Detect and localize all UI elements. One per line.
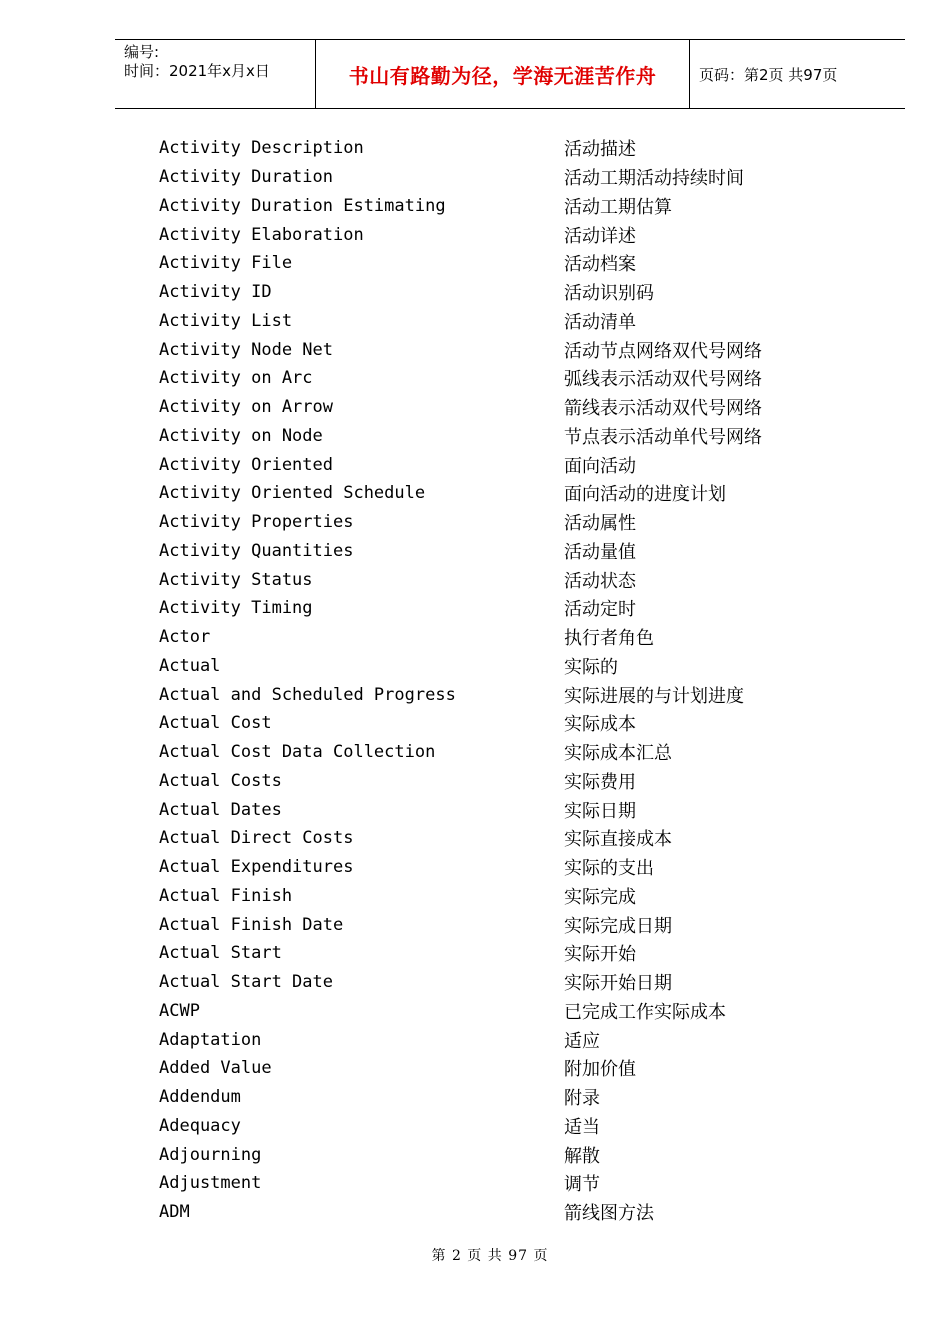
term-english: Actual Direct Costs [159,828,354,849]
glossary-row [159,479,799,508]
header-page-info: 页码：第2页 共97页 [699,65,838,84]
term-chinese: 实际进展的与计划进度 [564,685,744,707]
term-english: Actual [159,655,221,676]
term-english: Actual Cost [159,713,272,734]
glossary-row [159,278,799,307]
glossary-row [159,508,799,537]
term-chinese: 附加价值 [564,1059,636,1081]
term-chinese: 实际开始 [564,944,636,966]
glossary-row [159,652,799,681]
term-chinese: 活动状态 [564,570,636,592]
glossary-row [159,738,799,767]
term-english: Activity Oriented [159,454,333,475]
term-english: Activity Elaboration [159,224,364,245]
glossary-row [159,795,799,824]
glossary-list [159,134,799,1227]
term-english: ACWP [159,1000,200,1021]
term-english: Activity Timing [159,598,313,619]
term-english: Actual and Scheduled Progress [159,684,456,705]
term-english: Activity on Node [159,425,323,446]
glossary-row [159,307,799,336]
page-footer: 第 2 页 共 97 页 [431,1248,549,1264]
header-meta-cell [115,40,316,108]
glossary-row [159,537,799,566]
term-english: Adaptation [159,1029,262,1050]
glossary-row [159,1054,799,1083]
glossary-row [159,134,799,163]
term-chinese: 实际的 [564,656,618,678]
term-chinese: 弧线表示活动双代号网络 [564,369,762,391]
term-english: Adequacy [159,1115,241,1136]
term-english: Actual Cost Data Collection [159,742,436,763]
term-english: Activity ID [159,282,272,303]
term-english: Actual Finish Date [159,914,344,935]
glossary-row [159,422,799,451]
glossary-row [159,939,799,968]
term-english: Adjustment [159,1173,262,1194]
term-english: Activity Duration Estimating [159,195,446,216]
term-english: Added Value [159,1058,272,1079]
term-english: Activity on Arrow [159,397,333,418]
term-chinese: 活动详述 [564,225,636,247]
glossary-row [159,824,799,853]
term-chinese: 实际费用 [564,771,636,793]
term-chinese: 活动档案 [564,254,636,276]
term-chinese: 执行者角色 [564,628,654,650]
glossary-row [159,249,799,278]
term-english: Actual Finish [159,885,293,906]
term-english: Addendum [159,1087,241,1108]
term-chinese: 已完成工作实际成本 [564,1001,726,1023]
document-number-label: 编号: [124,43,160,61]
term-english: Activity List [159,310,293,331]
term-english: Actual Costs [159,770,282,791]
term-chinese: 活动属性 [564,513,636,535]
term-english: Actual Start [159,943,282,964]
glossary-row [159,680,799,709]
term-chinese: 附录 [564,1088,600,1110]
term-english: Actual Start Date [159,972,333,993]
glossary-row [159,594,799,623]
term-chinese: 活动描述 [564,139,636,161]
glossary-row [159,968,799,997]
term-chinese: 活动节点网络双代号网络 [564,340,762,362]
document-time-label: 时间：2021年x月x日 [124,62,270,80]
term-chinese: 节点表示活动单代号网络 [564,426,762,448]
glossary-row [159,1140,799,1169]
glossary-row [159,163,799,192]
term-chinese: 活动识别码 [564,283,654,305]
term-english: Activity Status [159,569,313,590]
term-chinese: 活动量值 [564,541,636,563]
term-chinese: 活动工期活动持续时间 [564,168,744,190]
glossary-row [159,192,799,221]
term-english: Activity File [159,253,293,274]
term-chinese: 箭线图方法 [564,1203,654,1225]
term-chinese: 适应 [564,1030,600,1052]
term-chinese: 实际完成日期 [564,915,672,937]
term-chinese: 实际日期 [564,800,636,822]
glossary-row [159,623,799,652]
glossary-row [159,853,799,882]
term-chinese: 实际的支出 [564,858,654,880]
term-english: ADM [159,1202,190,1223]
term-chinese: 实际直接成本 [564,829,672,851]
glossary-row [159,450,799,479]
glossary-row [159,565,799,594]
term-chinese: 面向活动 [564,455,636,477]
term-english: Activity Node Net [159,339,333,360]
term-chinese: 活动清单 [564,311,636,333]
term-chinese: 活动工期估算 [564,196,672,218]
glossary-row [159,1083,799,1112]
page-header [115,39,905,109]
term-english: Activity Quantities [159,540,354,561]
term-english: Actual Expenditures [159,857,354,878]
term-chinese: 面向活动的进度计划 [564,484,726,506]
term-chinese: 实际开始日期 [564,973,672,995]
term-chinese: 调节 [564,1174,600,1196]
term-chinese: 箭线表示活动双代号网络 [564,398,762,420]
term-english: Activity Properties [159,512,354,533]
term-chinese: 实际成本 [564,714,636,736]
term-chinese: 实际成本汇总 [564,743,672,765]
term-english: Activity Description [159,138,364,159]
term-english: Activity on Arc [159,368,313,389]
term-english: Adjourning [159,1144,262,1165]
glossary-row [159,709,799,738]
term-chinese: 活动定时 [564,599,636,621]
term-english: Activity Duration [159,167,333,188]
glossary-row [159,1112,799,1141]
glossary-row [159,997,799,1026]
glossary-row [159,1198,799,1227]
term-english: Actual Dates [159,799,282,820]
header-slogan: 书山有路勤为径，学海无涯苦作舟 [316,40,690,108]
term-english: Actor [159,627,211,648]
term-chinese: 解散 [564,1145,600,1167]
term-chinese: 实际完成 [564,886,636,908]
glossary-row [159,910,799,939]
glossary-row [159,393,799,422]
glossary-row [159,882,799,911]
glossary-row [159,1025,799,1054]
glossary-row [159,1169,799,1198]
glossary-row [159,767,799,796]
glossary-row [159,364,799,393]
term-english: Activity Oriented Schedule [159,483,426,504]
glossary-row [159,335,799,364]
glossary-row [159,220,799,249]
term-chinese: 适当 [564,1116,600,1138]
